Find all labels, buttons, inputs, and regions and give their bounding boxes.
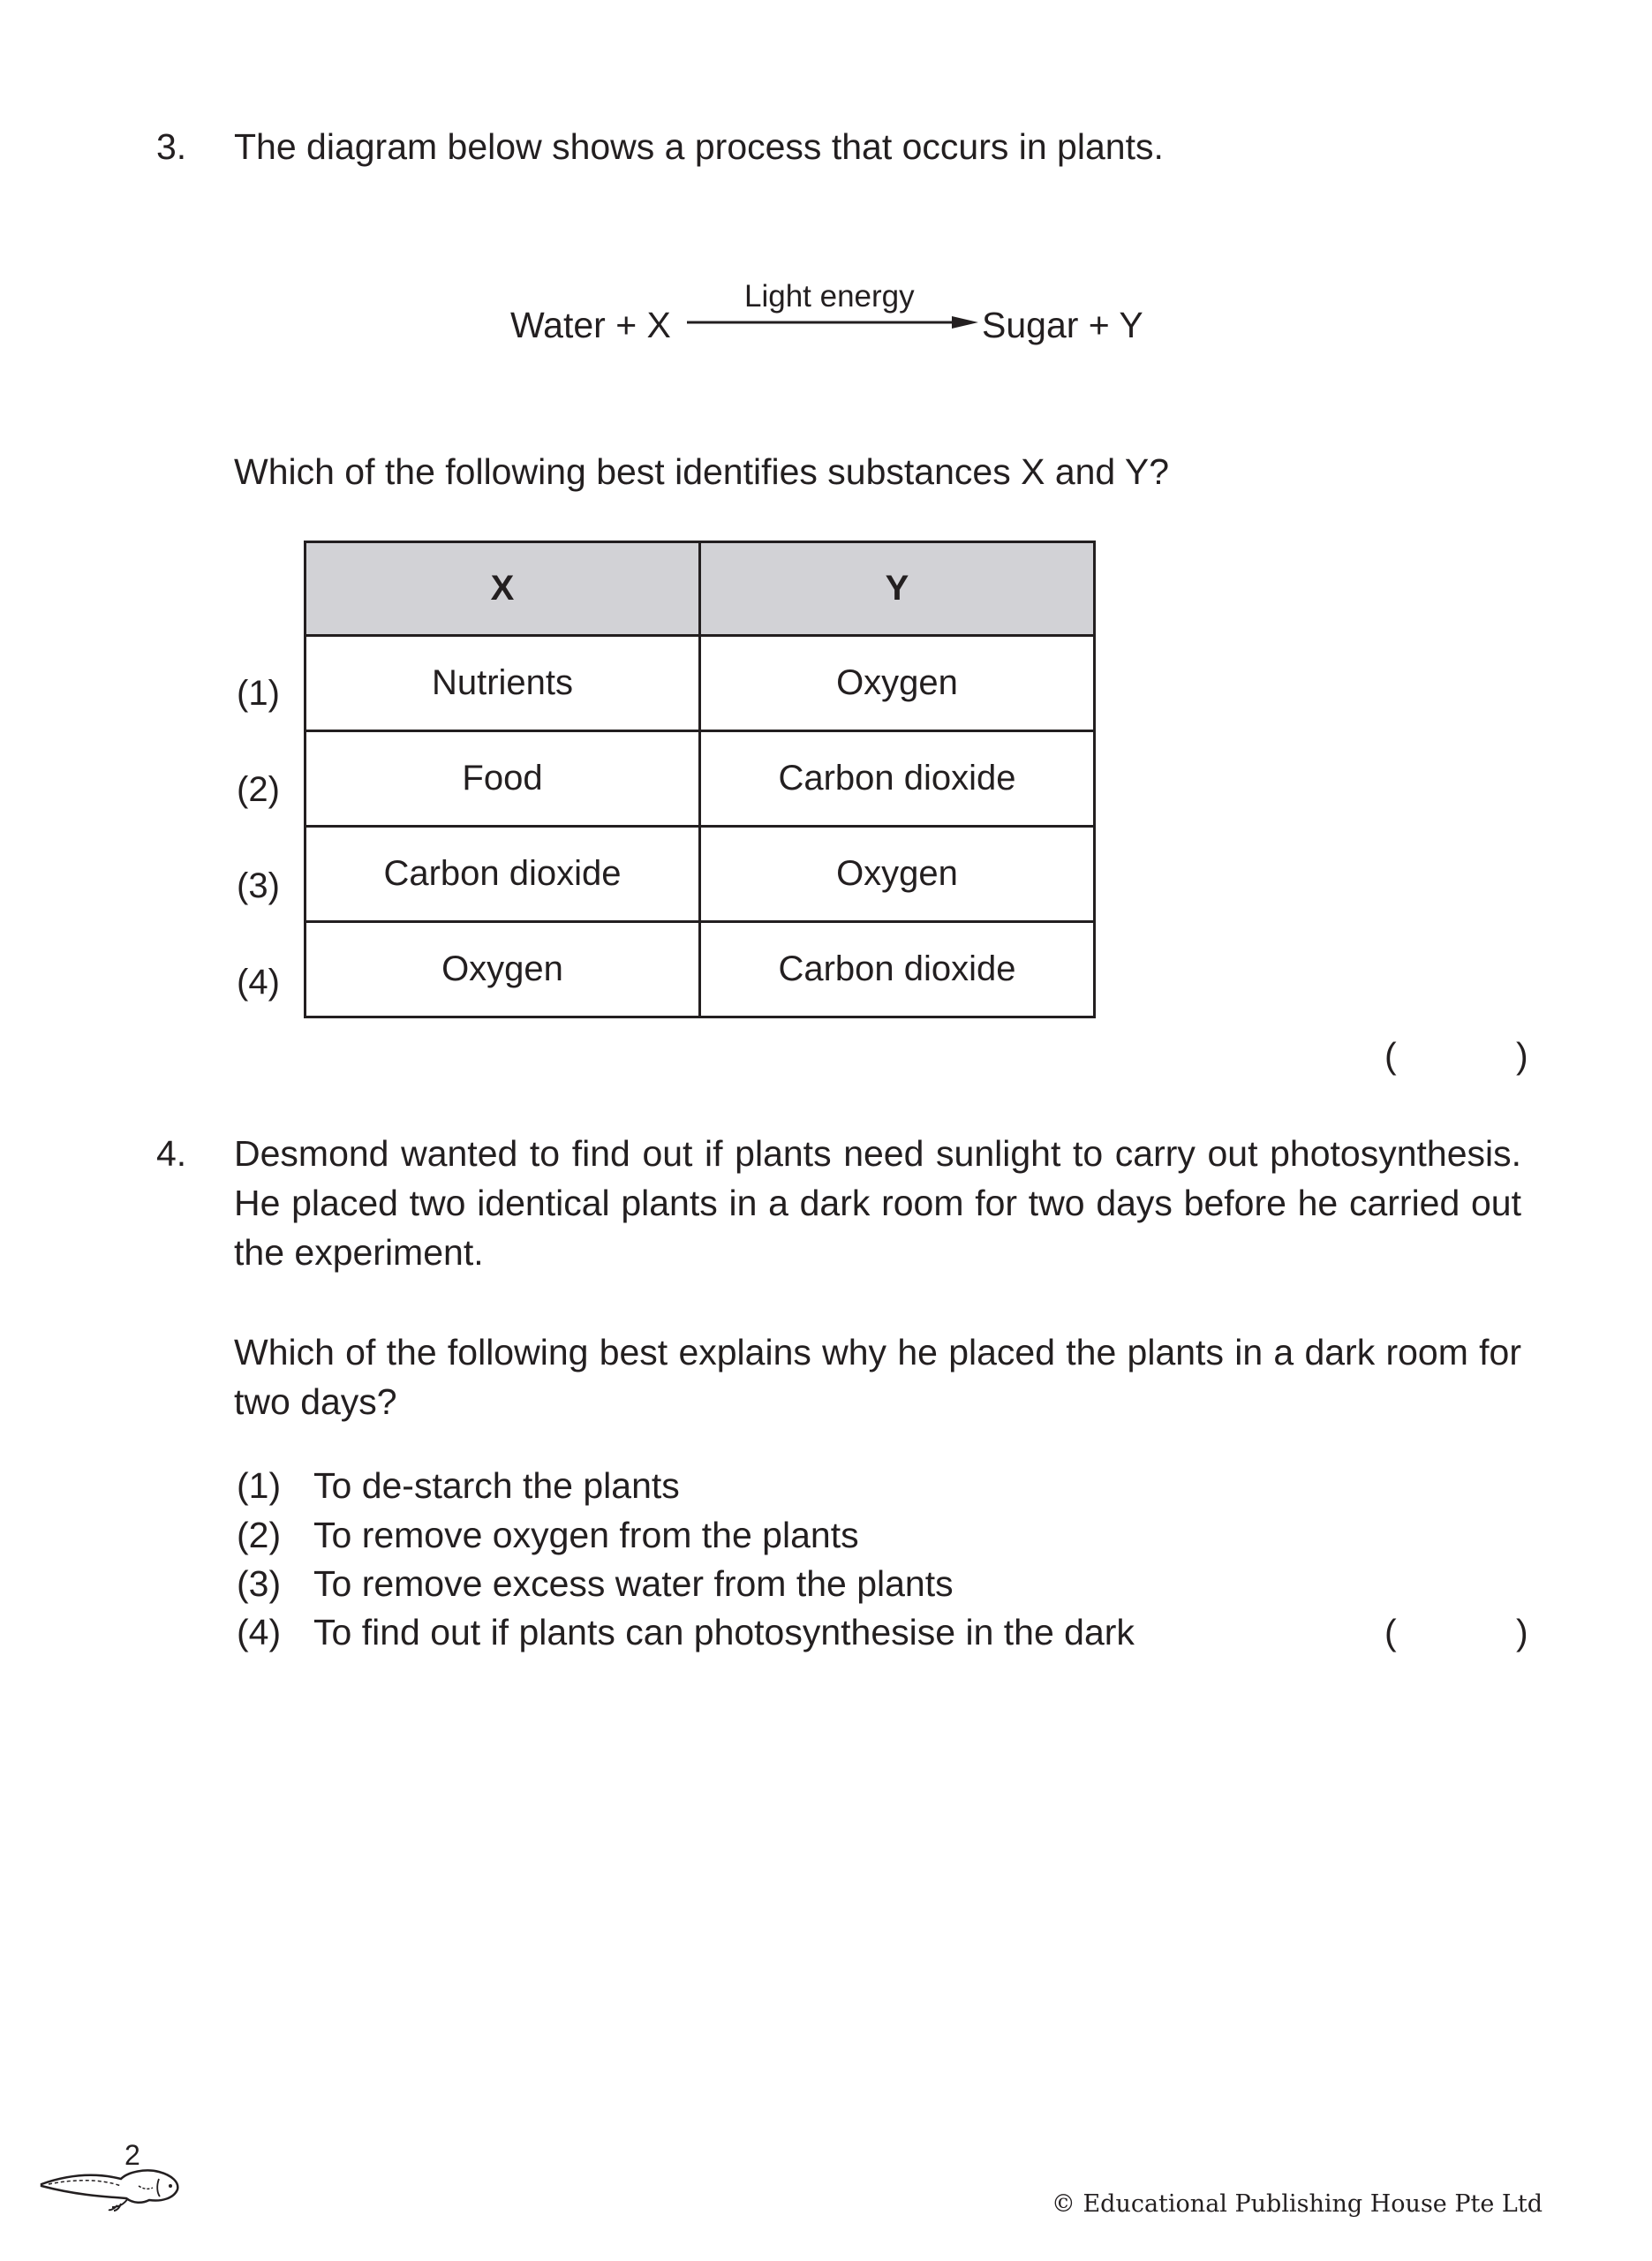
option-item xyxy=(0,1607,1652,1657)
photosynthesis-equation xyxy=(0,265,1652,362)
reaction-arrow-icon xyxy=(687,316,978,329)
question-3-stem: The diagram below shows a process that occurs in plants. xyxy=(234,126,1164,167)
question-4-number: 4. xyxy=(156,1133,187,1174)
option-label: (1) xyxy=(237,1465,282,1506)
page-number: 2 xyxy=(124,2139,140,2171)
tadpole-icon xyxy=(40,2159,190,2212)
option-label: (3) xyxy=(237,1563,282,1604)
cell-x: Food xyxy=(306,731,700,827)
options-table xyxy=(304,541,1096,1018)
option-label: (4) xyxy=(237,1612,282,1652)
answer-close-bracket: ) xyxy=(1516,1035,1528,1076)
option-text: To de-starch the plants xyxy=(313,1465,680,1506)
cell-x: Carbon dioxide xyxy=(306,827,700,922)
cell-x: Oxygen xyxy=(306,922,700,1017)
copyright-notice: © Educational Publishing House Pte Ltd xyxy=(1051,2190,1543,2218)
option-label: (2) xyxy=(237,770,280,809)
equation-reactants: Water + X xyxy=(510,305,671,345)
answer-open-bracket: ( xyxy=(1384,1612,1397,1652)
question-4-prompt: Which of the following best explains why he placed the plants in a dark room for two days? xyxy=(234,1332,1521,1422)
option-label: (3) xyxy=(237,866,280,905)
answer-open-bracket: ( xyxy=(1384,1035,1397,1076)
equation-products: Sugar + Y xyxy=(982,305,1143,345)
option-text: To remove excess water from the plants xyxy=(313,1563,954,1604)
cell-y: Carbon dioxide xyxy=(700,731,1095,827)
option-text: To remove oxygen from the plants xyxy=(313,1515,859,1555)
option-item xyxy=(0,1559,1652,1608)
cell-x: Nutrients xyxy=(306,636,700,731)
cell-y: Oxygen xyxy=(700,827,1095,922)
column-header-x: X xyxy=(306,542,700,636)
cell-y: Carbon dioxide xyxy=(700,922,1095,1017)
column-header-y: Y xyxy=(700,542,1095,636)
option-label: (2) xyxy=(237,1515,282,1555)
table-row xyxy=(306,827,1095,922)
option-item xyxy=(0,1510,1652,1560)
option-label: (1) xyxy=(237,674,280,713)
option-text: To find out if plants can photosynthesise in the dark xyxy=(313,1612,1135,1652)
question-4-stem: Desmond wanted to find out if plants need sunlight to carry out photosynthesis. He placed two identical plants in a dark room for two days before he carried out the experiment. xyxy=(234,1133,1521,1273)
table-row xyxy=(306,636,1095,731)
question-3-number: 3. xyxy=(156,126,187,167)
table-header-row xyxy=(306,542,1095,636)
equation-condition: Light energy xyxy=(744,279,915,314)
cell-y: Oxygen xyxy=(700,636,1095,731)
option-item xyxy=(0,1461,1652,1510)
option-label: (4) xyxy=(237,963,280,1002)
table-row xyxy=(306,922,1095,1017)
question-3-prompt: Which of the following best identifies substances X and Y? xyxy=(234,451,1170,492)
answer-close-bracket: ) xyxy=(1516,1612,1528,1652)
table-row xyxy=(306,731,1095,827)
